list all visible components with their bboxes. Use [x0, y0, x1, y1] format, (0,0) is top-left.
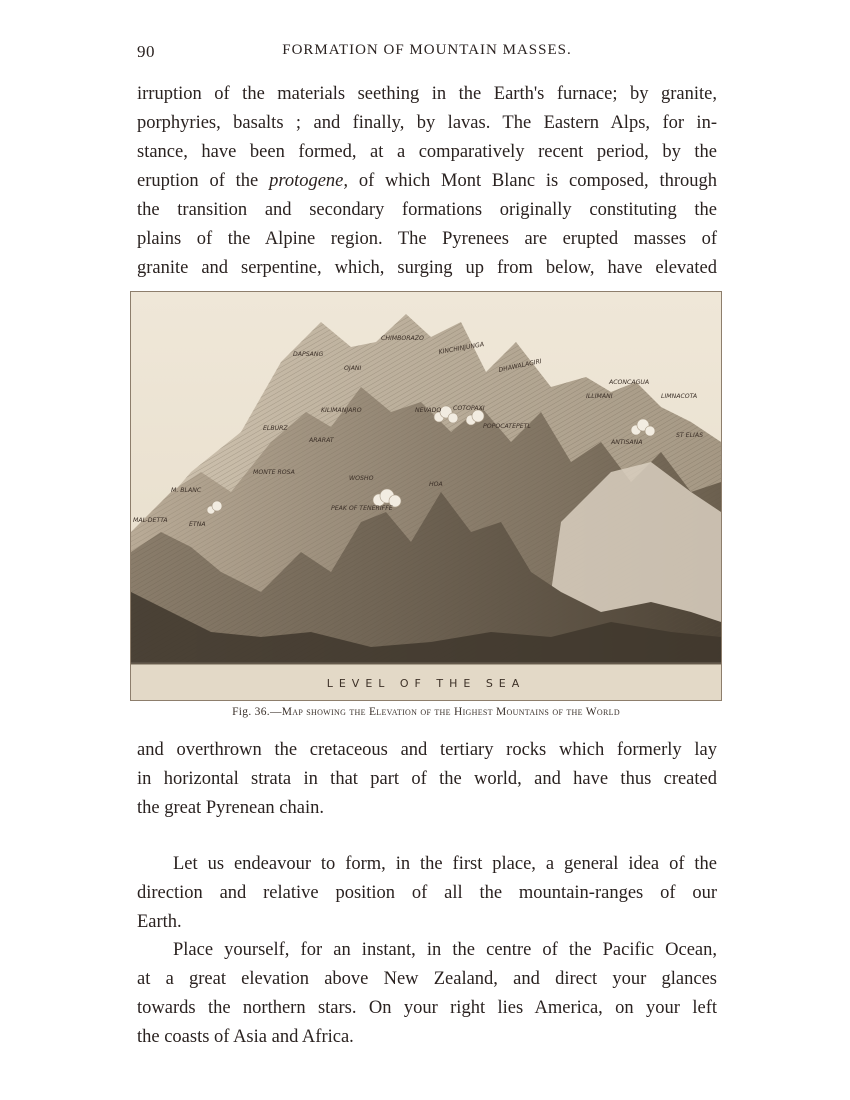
text-segment: of which Mont Blanc is composed, through	[348, 171, 717, 191]
mountain-elevation-illustration	[130, 291, 722, 701]
text-line: in horizontal strata in that part of the world, and have thus created	[137, 769, 717, 789]
peak-label: DHAWALAGIRI	[497, 357, 543, 374]
peak-label: M. BLANC	[171, 487, 202, 494]
peak-label: PEAK OF TENERIFFE	[331, 505, 393, 512]
page-number: 90	[137, 42, 155, 61]
peak-label: ARARAT	[309, 437, 334, 444]
paragraph-3	[137, 850, 717, 937]
peak-label: DAPSANG	[293, 351, 324, 358]
sea-level-label: LEVEL OF THE SEA	[326, 677, 526, 690]
caption-number: Fig. 36.—	[232, 706, 282, 718]
peak-label: MONTE ROSA	[253, 469, 295, 476]
text-line: Place yourself, for an instant, in the centre of the Pacific Ocean,	[173, 940, 717, 960]
italic-term: protogene,	[269, 171, 349, 191]
peak-label: COTOPAXI	[453, 405, 485, 412]
text-line: the coasts of Asia and Africa.	[137, 1027, 354, 1047]
mountain-engraving	[131, 292, 721, 700]
text-line: Earth.	[137, 912, 182, 932]
peak-label: NEVADO	[415, 407, 442, 414]
text-line: the transition and secondary formations originally constituting the	[137, 200, 717, 220]
peak-label: ANTISANA	[611, 439, 643, 446]
running-head: FORMATION OF MOUNTAIN MASSES.	[282, 42, 572, 58]
paragraph-1	[137, 80, 717, 283]
paragraph-2	[137, 736, 717, 823]
peak-label: POPOCATEPETL	[483, 423, 531, 430]
peak-label: LIMNACOTA	[661, 393, 698, 400]
page-header	[137, 42, 717, 62]
peak-label: MAL-DETTA	[133, 517, 168, 524]
figure-caption	[130, 706, 722, 718]
peak-label: ETNA	[189, 521, 206, 528]
caption-text: Map showing the Elevation of the Highest Mountains of the World	[281, 706, 620, 718]
text-line: porphyries, basalts ; and finally, by lavas. The Eastern Alps, for in-	[137, 113, 717, 133]
text-line: and overthrown the cretaceous and tertiary rocks which formerly lay	[137, 740, 717, 760]
text-line	[137, 167, 717, 196]
text-line: the great Pyrenean chain.	[137, 798, 324, 818]
text-line: at a great elevation above New Zealand, and direct your glances	[137, 969, 717, 989]
peak-label: OJANI	[344, 365, 362, 372]
peak-label: CHIMBORAZO	[381, 335, 424, 342]
peak-label: ACONCAGUA	[609, 379, 650, 386]
peak-label: ILLIMANI	[586, 393, 613, 400]
text-line: granite and serpentine, which, surging up from below, have elevated	[137, 258, 717, 278]
paragraph-4	[137, 936, 717, 1052]
peak-label: KINCHINJUNGA	[438, 341, 485, 356]
peak-label: ST ELIAS	[676, 432, 704, 439]
text-line: towards the northern stars. On your right lies America, on your left	[137, 998, 717, 1018]
text-line: plains of the Alpine region. The Pyrenees are erupted masses of	[137, 229, 717, 249]
text-line: stance, have been formed, at a comparatively recent period, by the	[137, 142, 717, 162]
text-line: Let us endeavour to form, in the first place, a general idea of the	[173, 854, 717, 874]
text-line: direction and relative position of all the mountain-ranges of our	[137, 883, 717, 903]
peak-label: WOSHO	[349, 475, 374, 482]
peak-label: ELBURZ	[263, 425, 288, 432]
peak-label: KILIMANJARO	[321, 407, 362, 414]
text-segment: eruption of the	[137, 171, 270, 191]
peak-label: HOA	[429, 481, 443, 488]
text-line: irruption of the materials seething in the Earth's furnace; by granite,	[137, 84, 717, 104]
